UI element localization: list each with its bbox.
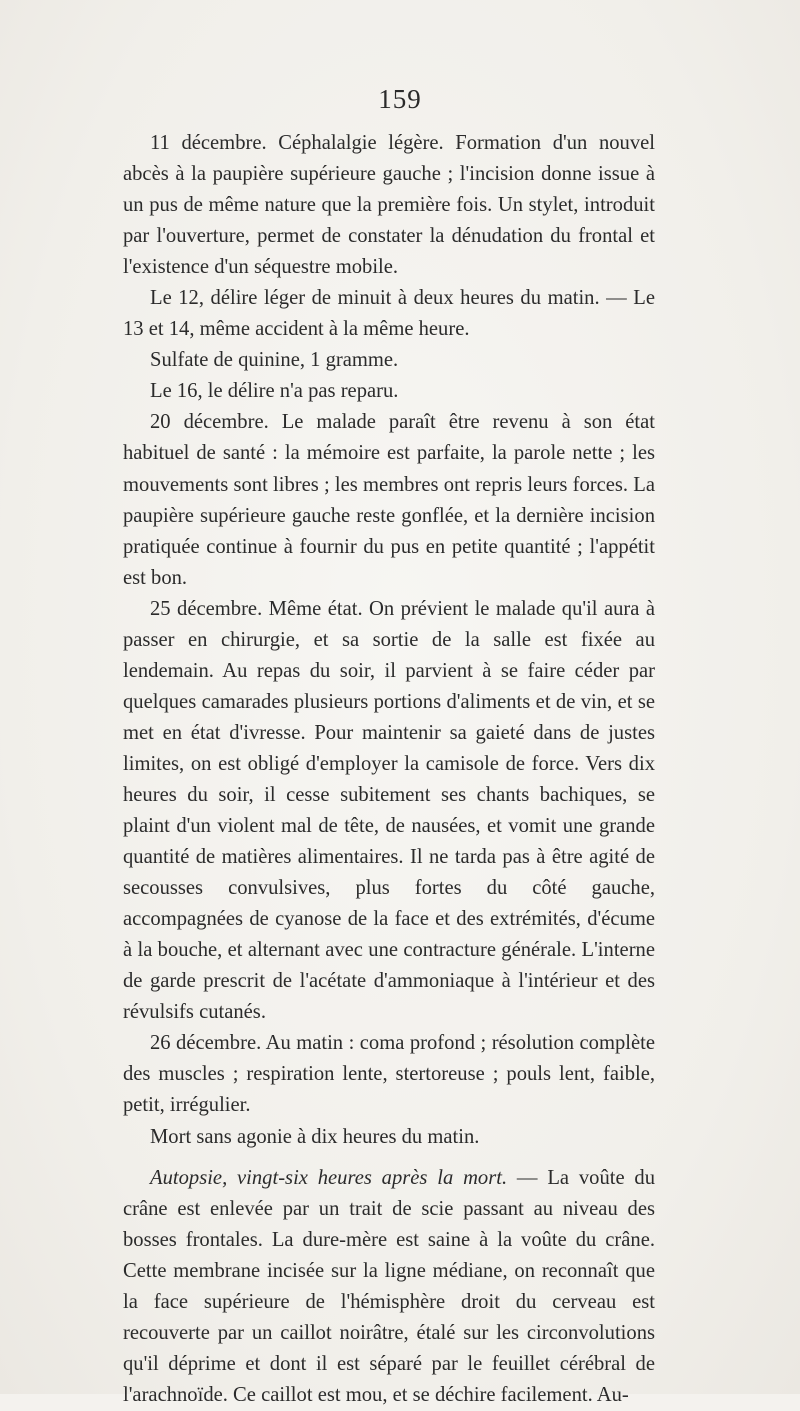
paragraph-quinine: Sulfate de quinine, 1 gramme. (150, 349, 399, 372)
paragraph-dec-20: 20 décembre. Le malade paraît être revenu à son état habituel de santé : la mémoire est parfaite, la parole nette ; les mouvements sont libres ; les membres ont repris leurs forces. La paupière supérieure gauche reste gonflée, et la dernière incision pratiquée continue à fournir du pus en petite quantité ; l'appétit est bon. (123, 411, 655, 589)
page-number: 159 (378, 84, 422, 114)
paragraph-dec-16: Le 16, le délire n'a pas reparu. (150, 380, 399, 403)
paragraph-death: Mort sans agonie à dix heures du matin. (150, 1125, 480, 1148)
paragraph-dec-11: 11 décembre. Céphalalgie légère. Formation d'un nouvel abcès à la paupière supérieure gauche ; l'incision donne issue à un pus de même nature que la première fois. Un stylet, introduit par l'ouverture, permet de constater la dénudation du frontal et l'existence d'un séquestre mobile. (123, 132, 655, 279)
paragraph-autopsy (123, 1163, 655, 1411)
autopsy-heading: Autopsie, vingt-six heures après la mort. (150, 1166, 508, 1189)
paragraph-dec-12: Le 12, délire léger de minuit à deux heures du matin. — Le 13 et 14, même accident à la même heure. (123, 287, 655, 341)
paragraph-dec-25: 25 décembre. Même état. On prévient le malade qu'il aura à passer en chirurgie, et sa sortie de la salle est fixée au lendemain. Au repas du soir, il parvient à se faire céder par quelques camarades plusieurs portions d'aliments et de vin, et se met en état d'ivresse. Pour maintenir sa gaieté dans de justes limites, on est obligé d'employer la camisole de force. Vers dix heures du soir, il cesse subitement ses chants bachiques, se plaint d'un violent mal de tête, de nausées, et vomit une grande quantité de matières alimentaires. Il ne tarda pas à être agité de secousses convulsives, plus fortes du côté gauche, accompagnées de cyanose de la face et des extrémités, d'écume à la bouche, et alternant avec une contracture générale. L'interne de garde prescrit de l'acétate d'ammoniaque à l'intérieur et des révulsifs cutanés. (123, 597, 655, 1024)
page-body-text (123, 128, 655, 1411)
paragraph-dec-26: 26 décembre. Au matin : coma profond ; résolution complète des muscles ; respiration lente, stertoreuse ; pouls lent, faible, petit, irrégulier. (123, 1032, 655, 1117)
autopsy-text: — La voûte du crâne est enlevée par un trait de scie passant au niveau des bosses frontales. La dure-mère est saine à la voûte du crâne. Cette membrane incisée sur la ligne médiane, on reconnaît que la face supérieure de l'hémisphère droit du cerveau est recouverte par un caillot noirâtre, étalé sur les circonvolutions qu'il déprime et dont il est séparé par le feuillet cérébral de l'arachnoïde. Ce caillot est mou, et se déchire facilement. Au- (123, 1166, 655, 1406)
